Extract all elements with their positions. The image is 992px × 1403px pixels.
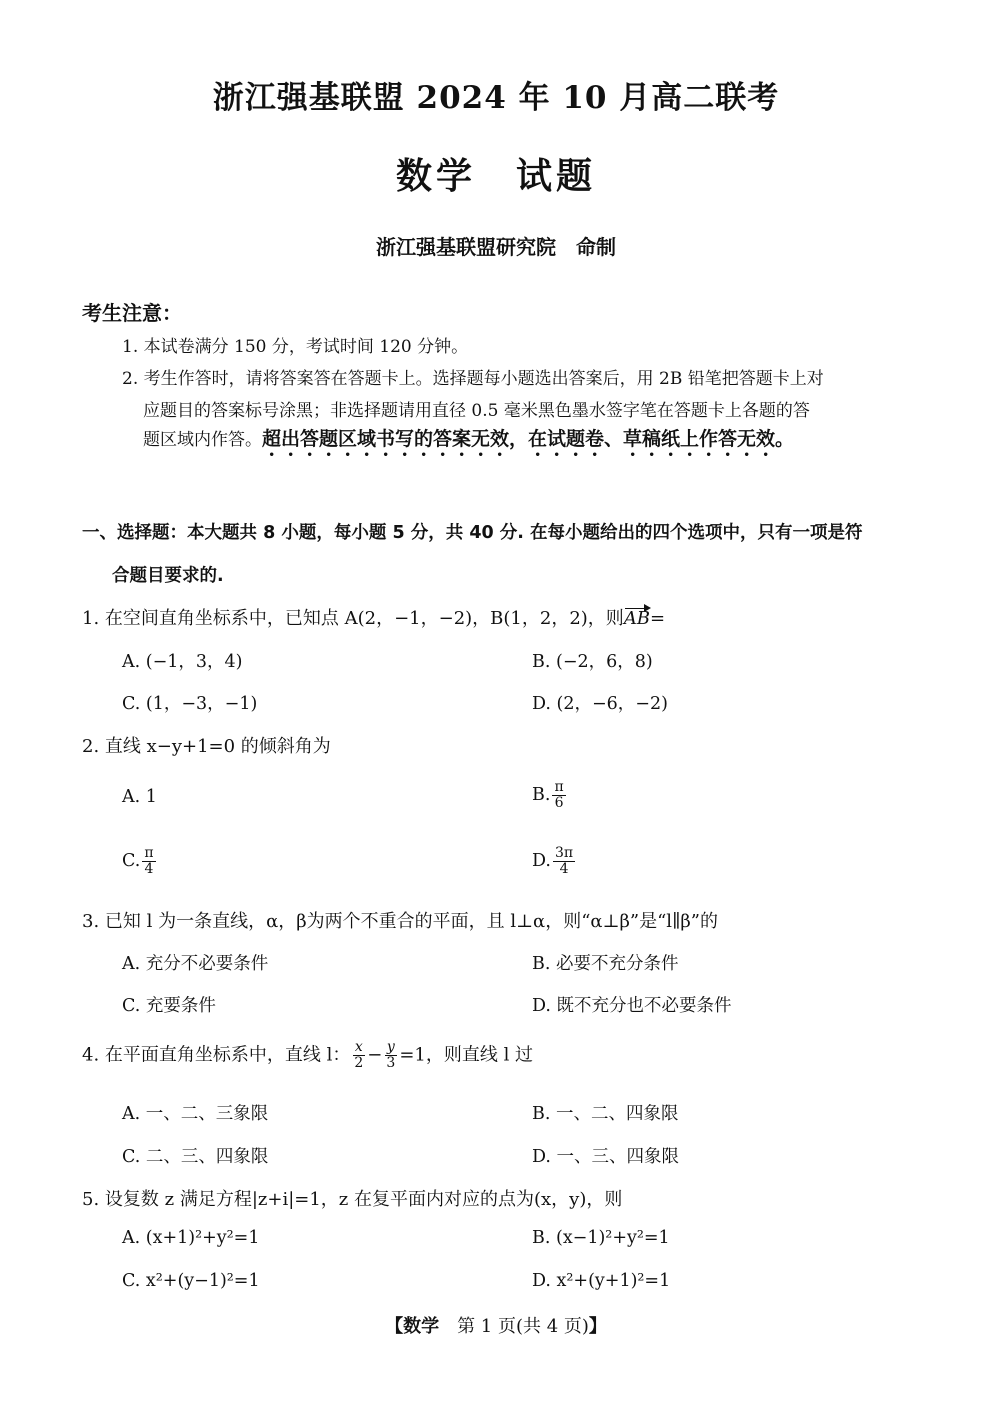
- question-5-option-a: A. (x+1)²+y²=1: [122, 1228, 260, 1248]
- notice-item-2-line-1: 2. 考生作答时，请将答案答在答题卡上。选择题每小题选出答案后，用 2B 铅笔把答题卡上对: [122, 369, 824, 389]
- question-2-option-b: [532, 780, 568, 811]
- question-4-option-d: D. 一、三、四象限: [532, 1147, 680, 1167]
- footer-right-bracket: 】: [588, 1316, 607, 1337]
- section-heading-line-2: 合题目要求的.: [112, 566, 224, 586]
- fraction-numerator: y: [386, 1039, 395, 1055]
- notice-item-1: 1. 本试卷满分 150 分，考试时间 120 分钟。: [122, 337, 469, 357]
- fraction: [552, 780, 565, 811]
- question-1-stem: [82, 604, 665, 630]
- fraction: [384, 1040, 397, 1071]
- fraction-numerator: π: [554, 779, 564, 795]
- question-1-option-b: B. (−2，6，8): [532, 652, 653, 672]
- question-4-stem-end: =1，则直线 l 过: [399, 1044, 534, 1066]
- footer-subject: 数学: [403, 1316, 440, 1337]
- question-5-option-d: D. x²+(y+1)²=1: [532, 1271, 671, 1291]
- question-3-option-a: A. 充分不必要条件: [122, 954, 269, 974]
- fraction-denominator: 4: [144, 861, 154, 877]
- question-1-stem-text: 1. 在空间直角坐标系中，已知点 A(2，−1，−2)，B(1，2，2)，则: [82, 608, 624, 629]
- section-heading-line-1: 一、选择题：本大题共 8 小题，每小题 5 分，共 40 分. 在每小题给出的四个选项中，只有一项是符: [82, 523, 863, 543]
- fraction-denominator: 2: [354, 1055, 364, 1071]
- question-2-stem: 2. 直线 x−y+1=0 的倾斜角为: [82, 736, 331, 757]
- question-2-option-d-label: D.: [532, 851, 551, 871]
- vector-ab: AB: [623, 608, 651, 629]
- exam-title: 浙江强基联盟 2024 年 10 月高二联考: [212, 80, 780, 116]
- question-2-option-d: [532, 846, 577, 877]
- notice-item-2-line-3: [143, 424, 794, 461]
- question-1-equals: =: [650, 608, 666, 629]
- fraction: [553, 846, 575, 877]
- question-3-option-b: B. 必要不充分条件: [532, 954, 679, 974]
- question-1-option-d: D. (2，−6，−2): [532, 694, 668, 714]
- fraction-numerator: 3π: [554, 845, 574, 861]
- question-5-stem: 5. 设复数 z 满足方程|z+i|=1，z 在复平面内对应的点为(x，y)，则: [82, 1189, 623, 1210]
- fraction-denominator: 6: [554, 795, 564, 811]
- fraction-numerator: x: [354, 1039, 363, 1055]
- question-4-stem: [82, 1040, 533, 1071]
- notice-heading: 考生注意：: [82, 301, 182, 325]
- fraction: [142, 846, 155, 877]
- fraction-denominator: 3: [386, 1055, 396, 1071]
- question-2-option-a: A. 1: [122, 787, 157, 807]
- footer-page-number: 第 1 页(共 4 页): [439, 1316, 589, 1337]
- question-3-option-d: D. 既不充分也不必要条件: [532, 996, 732, 1016]
- question-2-option-c: [122, 846, 158, 877]
- question-3-stem: 3. 已知 l 为一条直线，α，β为两个不重合的平面，且 l⊥α，则“α⊥β”是“l∥β”的: [82, 911, 718, 932]
- minus-sign: −: [367, 1044, 383, 1066]
- question-2-option-b-label: B.: [532, 785, 551, 805]
- question-4-option-b: B. 一、二、四象限: [532, 1104, 679, 1124]
- fraction-numerator: π: [144, 845, 154, 861]
- question-4-option-a: A. 一、二、三象限: [122, 1104, 269, 1124]
- publisher-line: 浙江强基联盟研究院 命制: [376, 235, 616, 259]
- question-4-option-c: C. 二、三、四象限: [122, 1147, 269, 1167]
- page-footer: [0, 1312, 992, 1338]
- notice-item-2-line-2: 应题目的答案标号涂黑；非选择题请用直径 0.5 毫米黑色墨水签字笔在答题卡上各题的答: [143, 401, 810, 421]
- question-1-option-c: C. (1，−3，−1): [122, 694, 258, 714]
- notice-emphasis-text: 超出答题区域书写的答案无效，在试题卷、草稿纸上作答无效。: [262, 428, 795, 450]
- question-1-option-a: A. (−1，3，4): [122, 652, 243, 672]
- fraction: [352, 1040, 365, 1071]
- question-4-stem-text: 4. 在平面直角坐标系中，直线 l：: [82, 1044, 351, 1066]
- question-3-option-c: C. 充要条件: [122, 996, 216, 1016]
- question-5-option-c: C. x²+(y−1)²=1: [122, 1271, 260, 1291]
- footer-left-bracket: 【: [385, 1316, 404, 1337]
- question-5-option-b: B. (x−1)²+y²=1: [532, 1228, 670, 1248]
- fraction-denominator: 4: [559, 861, 569, 877]
- question-2-option-c-label: C.: [122, 851, 141, 871]
- notice-item-2-line-3-plain: 题区域内作答。: [143, 430, 262, 450]
- subject-title: 数学 试题: [395, 155, 596, 197]
